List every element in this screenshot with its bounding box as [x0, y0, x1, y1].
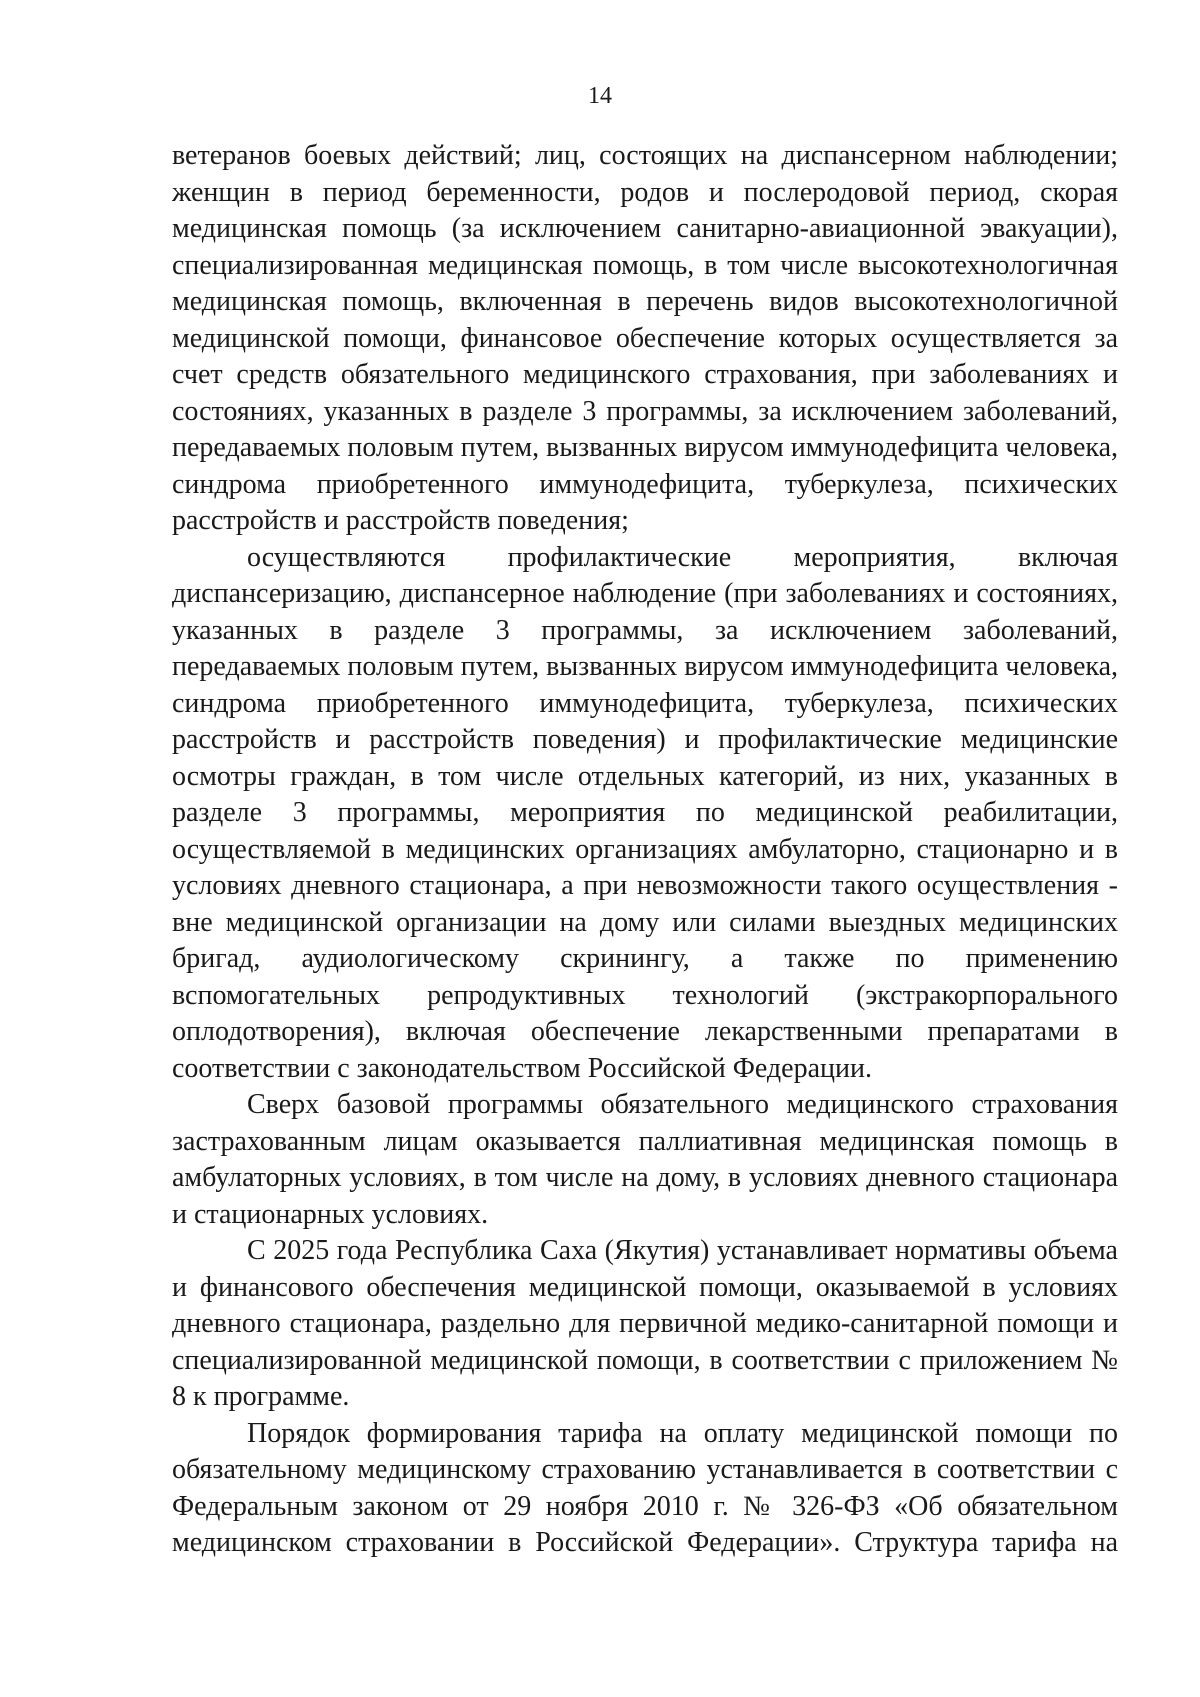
paragraph-tariff-order: Порядок формирования тарифа на оплату медицинской помощи по обязательному медицинскому страхованию устанавливается в соответствии с Федеральным законом от 29 ноября 2010 г. № 326-ФЗ «Об обязательном медицинском страховании в Российской Федерации». Структура тарифа на	[172, 1417, 1118, 1558]
document-body	[172, 138, 1118, 1562]
paragraph-palliative-care: Сверх базовой программы обязательного медицинского страхования застрахованным лицам оказывается паллиативная медицинская помощь в амбулаторных условиях, в том числе на дому, в условиях дневного стационара и стационарных условиях.	[172, 1089, 1118, 1230]
paragraph-preventive-measures: осуществляются профилактические мероприятия, включая диспансеризацию, диспансерное наблюдение (при заболеваниях и состояниях, указанных в разделе 3 программы, за исключением заболеваний, передаваемых половым путем, вызванных вирусом иммунодефицита человека, синдрома приобретенного иммунодефицита, туберкулеза, психических расстройств и расстройств поведения) и профилактические медицинские осмотры граждан, в том числе отдельных категорий, из них, указанных в разделе 3 программы, мероприятия по медицинской реабилитации, осуществляемой в медицинских организациях амбулаторно, стационарно и в условиях дневного стационара, а при невозможности такого осуществления - вне медицинской организации на дому или силами выездных медицинских бригад, аудиологическому скринингу, а также по применению вспомогательных репродуктивных технологий (экстракорпорального оплодотворения), включая обеспечение лекарственными препаратами в соответствии с законодательством Российской Федерации.	[172, 541, 1118, 1084]
page-number: 14	[588, 83, 612, 109]
paragraph-day-hospital-norms: С 2025 года Республика Саха (Якутия) устанавливает нормативы объема и финансового обеспечения медицинской помощи, оказываемой в условиях дневного стационара, раздельно для первичной медико-санитарной помощи и специализированной медицинской помощи, в соответствии с приложением № 8 к программе.	[172, 1235, 1118, 1412]
paragraph-continuation: ветеранов боевых действий; лиц, состоящих на диспансерном наблюдении; женщин в период беременности, родов и послеродовой период, скорая медицинская помощь (за исключением санитарно-авиационной эвакуации), специализированная медицинская помощь, в том числе высокотехнологичная медицинская помощь, включенная в перечень видов высокотехнологичной медицинской помощи, финансовое обеспечение которых осуществляется за счет средств обязательного медицинского страхования, при заболеваниях и состояниях, указанных в разделе 3 программы, за исключением заболеваний, передаваемых половым путем, вызванных вирусом иммунодефицита человека, синдрома приобретенного иммунодефицита, туберкулеза, психических расстройств и расстройств поведения;	[172, 140, 1118, 536]
